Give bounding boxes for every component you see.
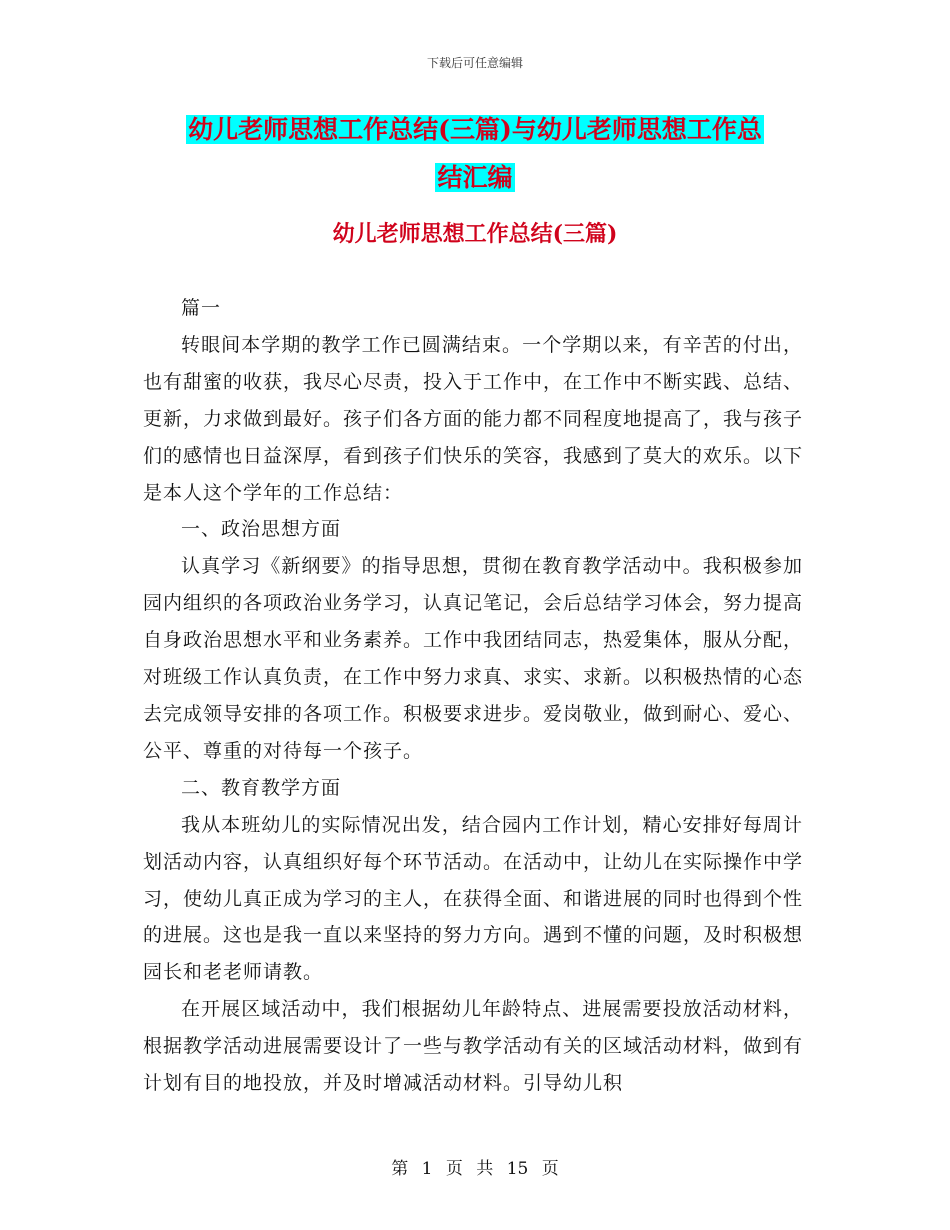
- footer-total-word: 共: [476, 1159, 494, 1179]
- footer-prefix: 第: [391, 1159, 409, 1179]
- header-note: 下载后可任意编辑: [426, 56, 523, 70]
- paragraph-politics: 认真学习《新纲要》的指导思想，贯彻在教育教学活动中。我积极参加园内组织的各项政治业务学习，认真记笔记，会后总结学习体会，努力提高自身政治思想水平和业务素养。工作中我团结同志，热爱集体，服从分配，对班级工作认真负责，在工作中努力求真、求实、求新。以积极热情的心态去完成领导安排的各项工作。积极要求进步。爱岗敬业，做到耐心、爱心、公平、尊重的对待每一个孩子。: [143, 555, 804, 762]
- paragraph-heading-part1: 篇一: [181, 297, 222, 319]
- footer-page-word: 页: [445, 1159, 463, 1179]
- footer-suffix: 页: [541, 1159, 559, 1179]
- main-title-line-1: 幼儿老师思想工作总结(三篇)与幼儿老师思想工作总: [188, 115, 762, 144]
- paragraph-heading-politics: 一、政治思想方面: [181, 518, 342, 541]
- paragraph-area-activities: 在开展区域活动中，我们根据幼儿年龄特点、进展需要投放活动材料，根据教学活动进展需要设计了一些与教学活动有关的区域活动材料，做到有计划有目的地投放，并及时增减活动材料。引导幼儿积: [143, 998, 804, 1095]
- document-body: [143, 290, 803, 1102]
- main-title-line-2: 结汇编: [437, 163, 513, 192]
- footer-page-number: 1: [421, 1159, 433, 1179]
- paragraph-teaching: 我从本班幼儿的实际情况出发，结合园内工作计划，精心安排好每周计划活动内容，认真组织好每个环节活动。在活动中，让幼儿在实际操作中学习，使幼儿真正成为学习的主人，在获得全面、和谐进展的同时也得到个性的进展。这也是我一直以来坚持的努力方向。遇到不懂的问题，及时积极想园长和老老师请教。: [143, 813, 804, 984]
- footer-total-pages: 15: [506, 1159, 529, 1179]
- paragraph-intro: 转眼间本学期的教学工作已圆满结束。一个学期以来，有辛苦的付出，也有甜蜜的收获，我尽心尽责，投入于工作中，在工作中不断实践、总结、更新，力求做到最好。孩子们各方面的能力都不同程度地提高了，我与孩子们的感情也日益深厚，看到孩子们快乐的笑容，我感到了莫大的欢乐。以下是本人这个学年的工作总结：: [143, 333, 804, 504]
- document-main-title: [140, 106, 810, 202]
- paragraph-heading-teaching: 二、教育教学方面: [181, 776, 342, 799]
- section-title: 幼儿老师思想工作总结(三篇): [332, 221, 618, 247]
- page-footer: [0, 1154, 950, 1179]
